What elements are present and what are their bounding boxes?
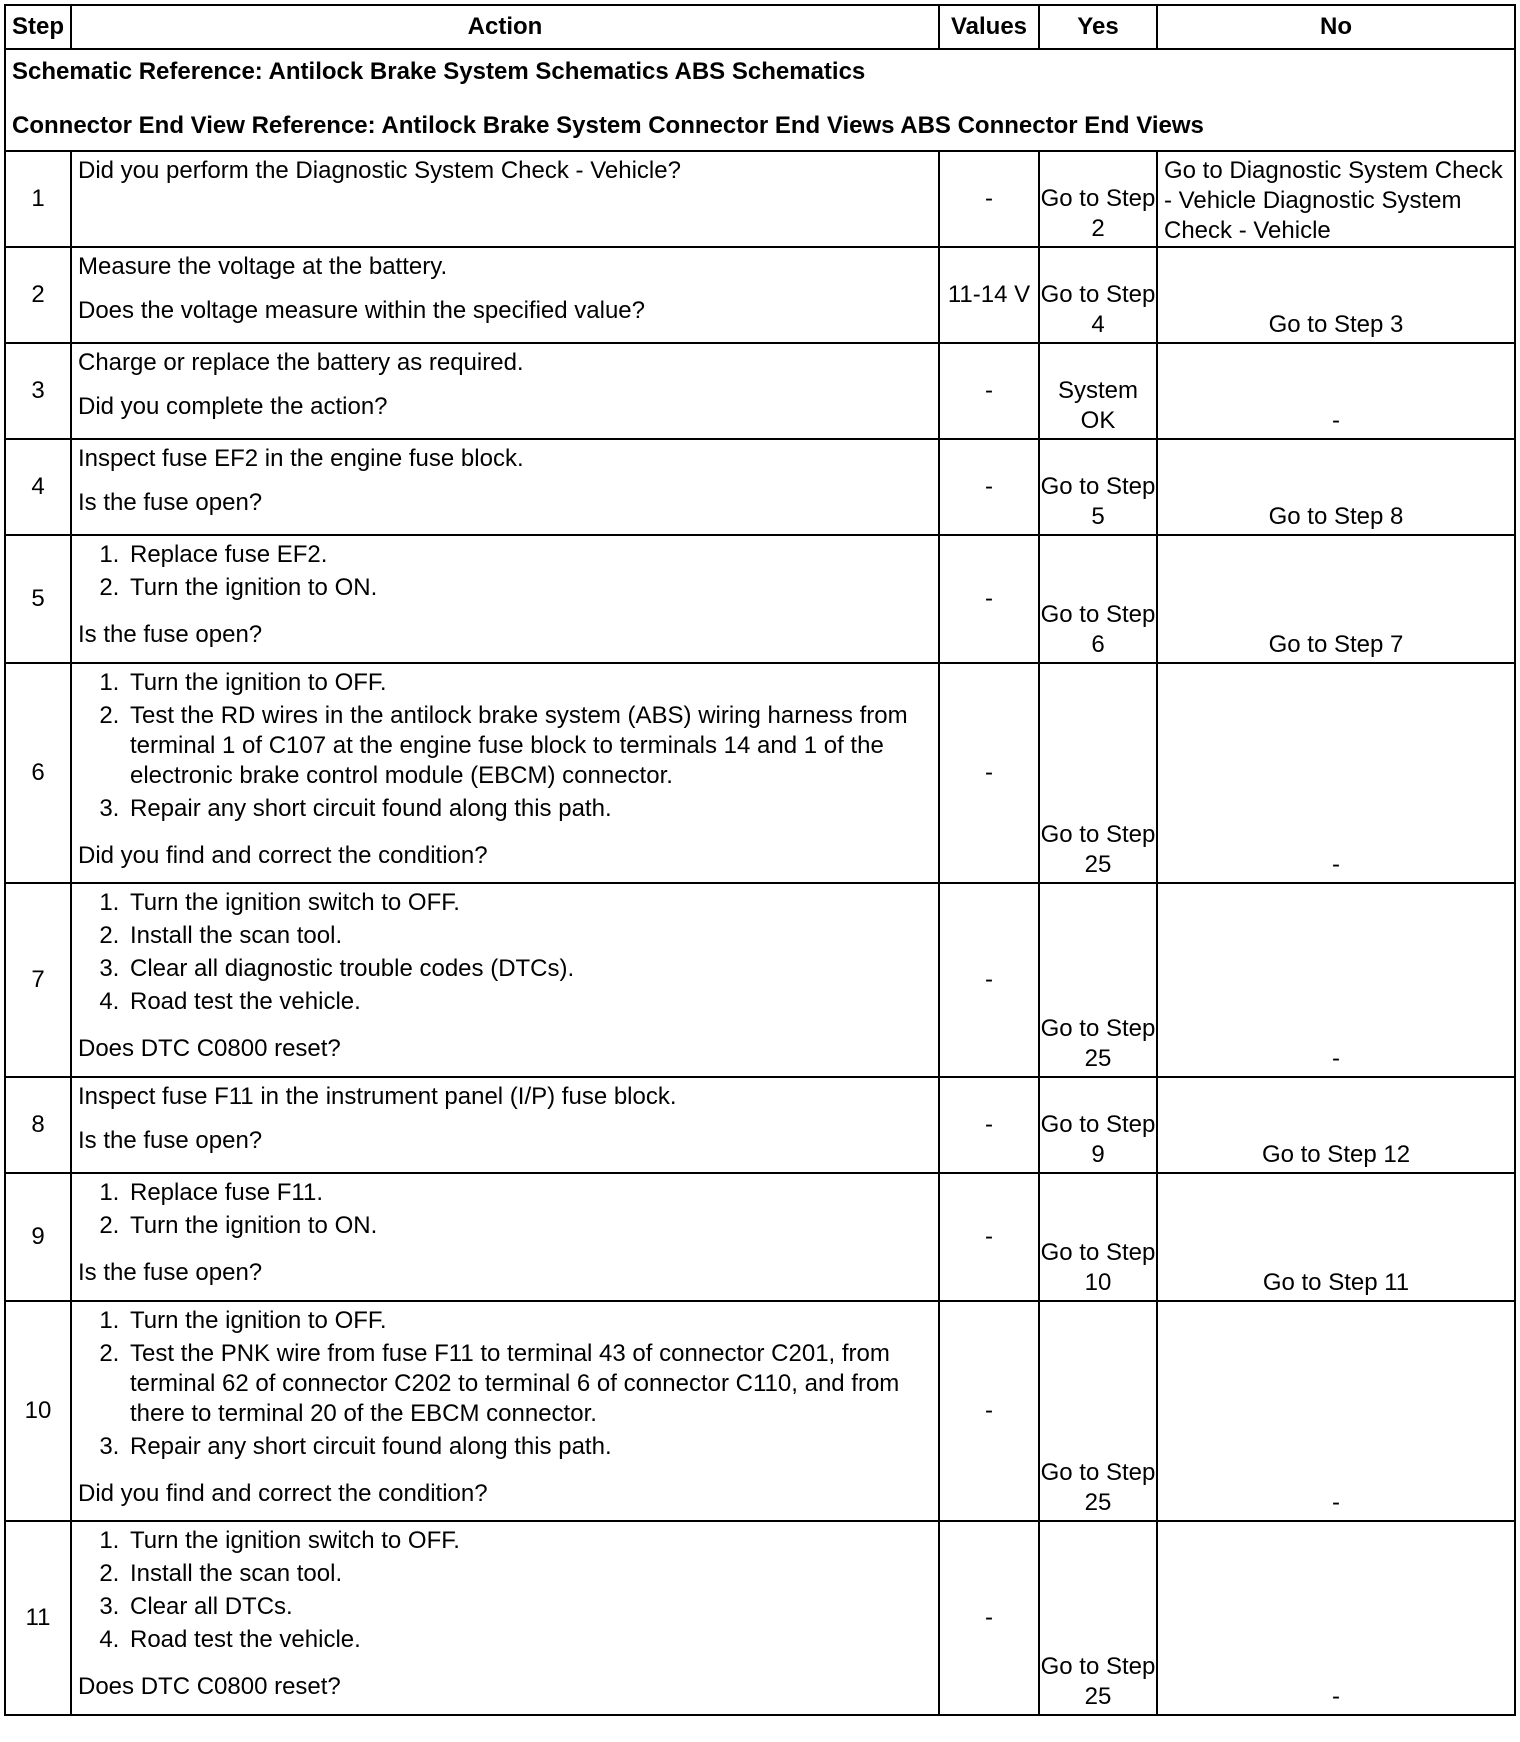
action-cell [71, 535, 939, 663]
action-question: Does the voltage measure within the specified value? [78, 297, 645, 324]
action-list-item: 2. Turn the ignition to ON. [126, 1211, 932, 1241]
step-number: 3 [5, 343, 71, 439]
action-content [78, 348, 932, 422]
action-cell [71, 439, 939, 535]
no-cell: Go to Step 11 [1157, 1173, 1515, 1301]
action-content [78, 540, 932, 650]
step-number: 2 [5, 247, 71, 343]
yes-cell: System OK [1039, 343, 1157, 439]
action-question: Is the fuse open? [78, 489, 263, 516]
action-instructions [78, 1178, 932, 1244]
action-question: Did you find and correct the condition? [78, 1480, 488, 1507]
yes-cell: Go to Step 5 [1039, 439, 1157, 535]
header-step: Step [5, 5, 71, 49]
action-question: Is the fuse open? [78, 1127, 263, 1154]
action-content [78, 1082, 932, 1156]
step-number: 4 [5, 439, 71, 535]
action-instructions [78, 540, 932, 606]
reference-row [5, 49, 1515, 151]
action-list-item: 1. Turn the ignition to OFF. [126, 1306, 932, 1336]
step-row [5, 1521, 1515, 1715]
yes-cell: Go to Step 25 [1039, 663, 1157, 883]
yes-cell: Go to Step 2 [1039, 151, 1157, 247]
action-cell [71, 1173, 939, 1301]
action-cell [71, 247, 939, 343]
action-question: Is the fuse open? [78, 621, 263, 648]
action-cell [71, 883, 939, 1077]
value-cell: - [939, 1077, 1039, 1173]
value-cell: - [939, 883, 1039, 1077]
no-cell: - [1157, 343, 1515, 439]
step-row [5, 1077, 1515, 1173]
step-number: 8 [5, 1077, 71, 1173]
action-question: Did you find and correct the condition? [78, 842, 488, 869]
action-lead: Did you perform the Diagnostic System Check - Vehicle? [78, 157, 681, 184]
action-list-item: 2. Test the RD wires in the antilock brake system (ABS) wiring harness from terminal 1 of C107 at the engine fuse block to terminals 14 and 1 of the electronic brake control module (EBCM) connector. [126, 701, 932, 791]
header-row [5, 5, 1515, 49]
action-instructions [78, 444, 932, 474]
step-number: 5 [5, 535, 71, 663]
yes-cell: Go to Step 25 [1039, 883, 1157, 1077]
action-cell [71, 151, 939, 247]
action-list [78, 668, 932, 824]
step-row [5, 343, 1515, 439]
action-list-item: 2. Install the scan tool. [126, 921, 932, 951]
yes-cell: Go to Step 25 [1039, 1521, 1157, 1715]
action-lead: Inspect fuse EF2 in the engine fuse block. [78, 445, 524, 472]
step-number: 1 [5, 151, 71, 247]
action-list-item: 1. Turn the ignition to OFF. [126, 668, 932, 698]
action-content [78, 444, 932, 518]
value-cell: 11-14 V [939, 247, 1039, 343]
action-content [78, 888, 932, 1064]
step-row [5, 663, 1515, 883]
yes-cell: Go to Step 4 [1039, 247, 1157, 343]
action-list-item: 1. Replace fuse F11. [126, 1178, 932, 1208]
value-cell: - [939, 151, 1039, 247]
action-lead: Charge or replace the battery as required. [78, 349, 524, 376]
action-list [78, 888, 932, 1017]
value-cell: - [939, 343, 1039, 439]
action-instructions [78, 1082, 932, 1112]
header-action: Action [71, 5, 939, 49]
action-instructions [78, 348, 932, 378]
action-list [78, 1306, 932, 1462]
action-list-item: 2. Install the scan tool. [126, 1559, 932, 1589]
action-cell [71, 663, 939, 883]
action-list [78, 1526, 932, 1655]
action-instructions [78, 668, 932, 827]
action-instructions [78, 1526, 932, 1658]
action-list [78, 1178, 932, 1241]
action-instructions [78, 888, 932, 1020]
step-number: 7 [5, 883, 71, 1077]
value-cell: - [939, 439, 1039, 535]
action-list-item: 3. Clear all diagnostic trouble codes (DTCs). [126, 954, 932, 984]
action-content [78, 668, 932, 871]
header-no: No [1157, 5, 1515, 49]
no-cell: Go to Step 12 [1157, 1077, 1515, 1173]
schematic-reference: Schematic Reference: Antilock Brake System Schematics ABS Schematics [12, 58, 866, 85]
yes-cell: Go to Step 25 [1039, 1301, 1157, 1521]
no-cell: Go to Step 7 [1157, 535, 1515, 663]
action-list-item: 1. Turn the ignition switch to OFF. [126, 1526, 932, 1556]
no-cell: - [1157, 1521, 1515, 1715]
action-list-item: 3. Repair any short circuit found along this path. [126, 1432, 932, 1462]
action-lead: Measure the voltage at the battery. [78, 253, 448, 280]
action-instructions [78, 252, 932, 282]
no-cell: - [1157, 1301, 1515, 1521]
action-content [78, 1526, 932, 1702]
step-row [5, 883, 1515, 1077]
no-cell: - [1157, 663, 1515, 883]
action-question: Is the fuse open? [78, 1259, 263, 1286]
action-list-item: 1. Turn the ignition switch to OFF. [126, 888, 932, 918]
no-cell: Go to Diagnostic System Check - Vehicle Diagnostic System Check - Vehicle [1157, 151, 1515, 247]
step-row [5, 1173, 1515, 1301]
step-row [5, 1301, 1515, 1521]
yes-cell: Go to Step 6 [1039, 535, 1157, 663]
action-cell [71, 1077, 939, 1173]
action-cell [71, 1301, 939, 1521]
connector-reference: Connector End View Reference: Antilock Brake System Connector End Views ABS Connector End Views [12, 112, 1204, 139]
yes-cell: Go to Step 9 [1039, 1077, 1157, 1173]
step-row [5, 151, 1515, 247]
action-list-item: 3. Clear all DTCs. [126, 1592, 932, 1622]
action-cell [71, 1521, 939, 1715]
action-list-item: 4. Road test the vehicle. [126, 987, 932, 1017]
value-cell: - [939, 1521, 1039, 1715]
action-list-item: 2. Test the PNK wire from fuse F11 to terminal 43 of connector C201, from terminal 62 of connector C202 to terminal 6 of connector C110, and from there to terminal 20 of the EBCM connector. [126, 1339, 932, 1429]
action-question: Does DTC C0800 reset? [78, 1035, 341, 1062]
no-cell: - [1157, 883, 1515, 1077]
no-cell: Go to Step 8 [1157, 439, 1515, 535]
action-list [78, 540, 932, 603]
action-content [78, 1306, 932, 1509]
step-number: 10 [5, 1301, 71, 1521]
step-number: 9 [5, 1173, 71, 1301]
step-number: 6 [5, 663, 71, 883]
action-content [78, 1178, 932, 1288]
action-list-item: 2. Turn the ignition to ON. [126, 573, 932, 603]
step-row [5, 247, 1515, 343]
action-content [78, 156, 932, 186]
value-cell: - [939, 535, 1039, 663]
reference-cell [5, 49, 1515, 151]
action-instructions [78, 1306, 932, 1465]
step-row [5, 439, 1515, 535]
diagnostic-table-sheet [4, 4, 1514, 1738]
action-question: Did you complete the action? [78, 393, 388, 420]
action-list-item: 1. Replace fuse EF2. [126, 540, 932, 570]
header-yes: Yes [1039, 5, 1157, 49]
value-cell: - [939, 663, 1039, 883]
action-list-item: 4. Road test the vehicle. [126, 1625, 932, 1655]
step-row [5, 535, 1515, 663]
header-values: Values [939, 5, 1039, 49]
action-question: Does DTC C0800 reset? [78, 1673, 341, 1700]
action-instructions [78, 156, 932, 186]
yes-cell: Go to Step 10 [1039, 1173, 1157, 1301]
value-cell: - [939, 1173, 1039, 1301]
step-number: 11 [5, 1521, 71, 1715]
action-cell [71, 343, 939, 439]
no-cell: Go to Step 3 [1157, 247, 1515, 343]
action-lead: Inspect fuse F11 in the instrument panel (I/P) fuse block. [78, 1083, 677, 1110]
value-cell: - [939, 1301, 1039, 1521]
action-content [78, 252, 932, 326]
action-list-item: 3. Repair any short circuit found along this path. [126, 794, 932, 824]
diagnostic-table [4, 4, 1516, 1716]
